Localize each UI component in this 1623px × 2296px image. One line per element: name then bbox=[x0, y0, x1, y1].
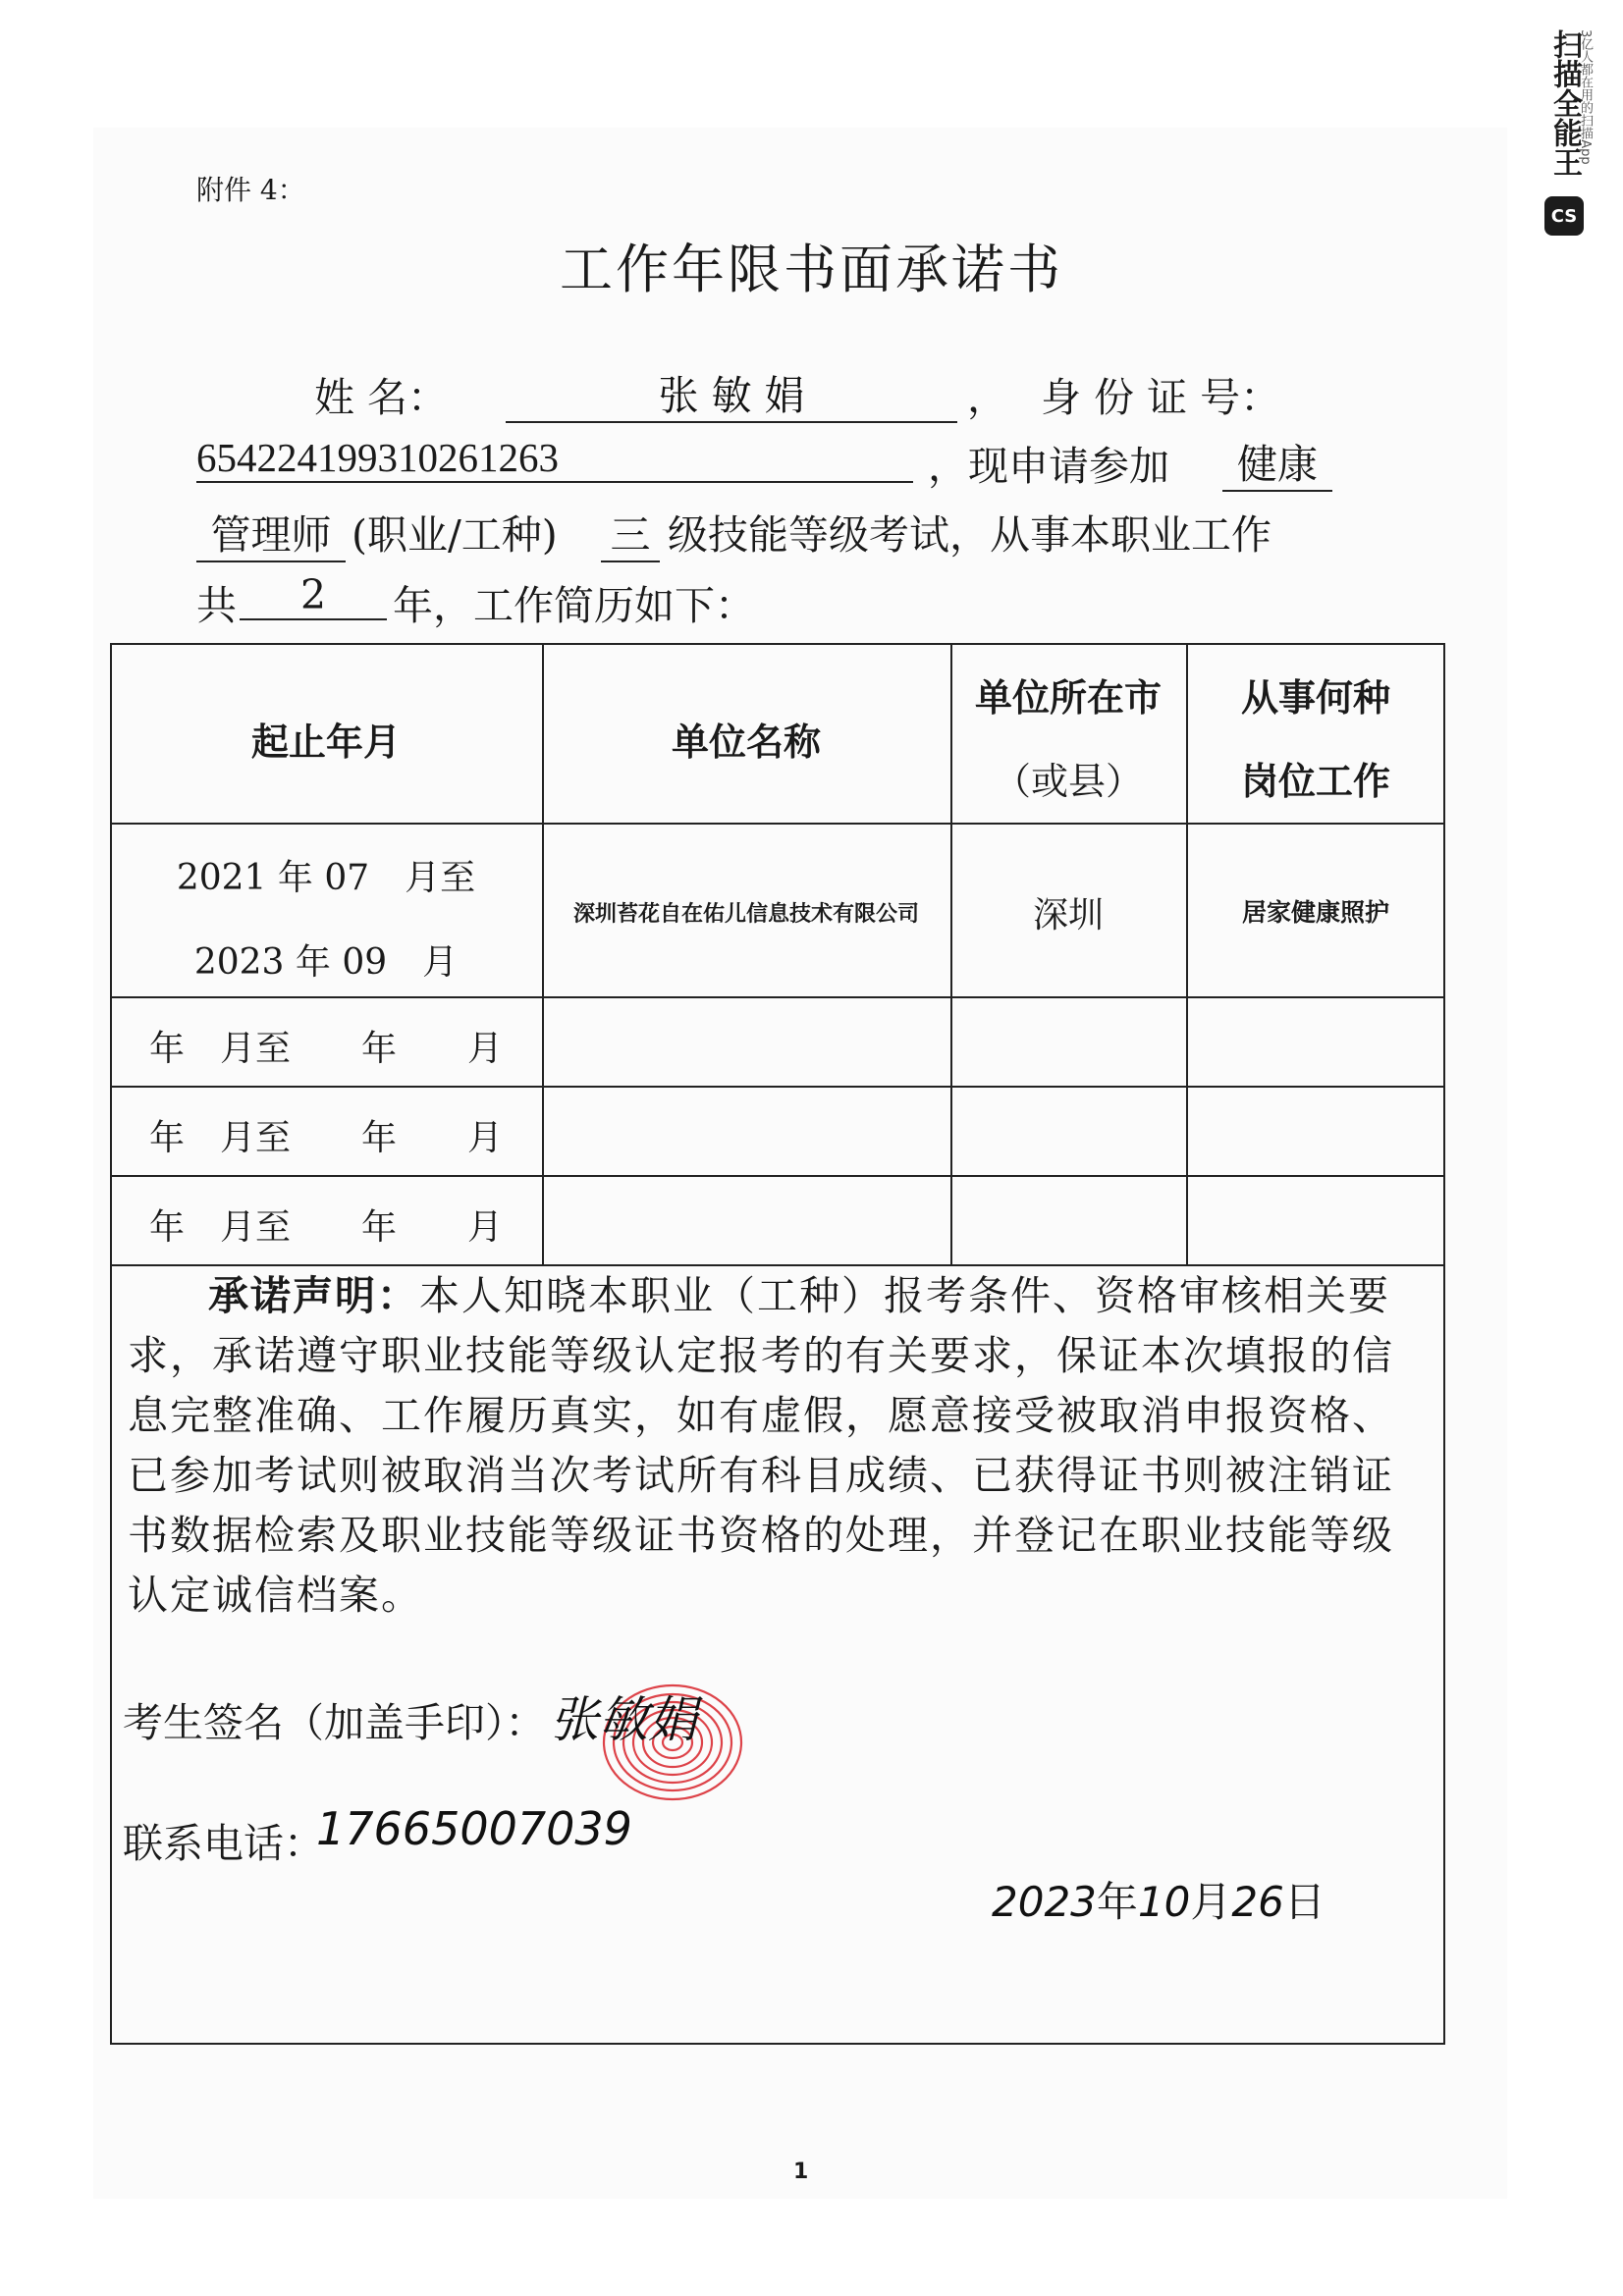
handwritten-signature: 张敏娟 bbox=[550, 1691, 697, 1748]
level-value: 三 bbox=[601, 503, 660, 562]
attachment-label: 附件 4： bbox=[196, 174, 305, 206]
years-suffix: 年，工作简历如下： bbox=[393, 582, 755, 629]
occupation-part-b: 管理师 bbox=[196, 503, 346, 562]
level-suffix: 级技能等级考试，从事本职业工作 bbox=[668, 511, 1271, 559]
phone-label: 联系电话： bbox=[123, 1820, 324, 1867]
declaration-body: 本人知晓本职业（工种）报考条件、资格审核相关要求，承诺遵守职业技能等级认定报考的有关要求，保证本次填报的信息完整准确、工作履历真实，如有虚假，愿意接受被取消申报资格、已参加考试则被取消当次考试所有科目成绩、已获得证书则被注销证书数据检索及职业技能等级证书资格的处理，并登记在职业技能等级认定诚信档案。 bbox=[128, 1272, 1394, 1619]
header-period: 起止年月 bbox=[250, 721, 401, 764]
watermark-tagline: 3亿人都在用的扫描App bbox=[1578, 29, 1593, 165]
scanner-watermark bbox=[1537, 29, 1596, 236]
years-prefix: 共 bbox=[196, 582, 237, 629]
date-day-unit: 日 bbox=[1283, 1878, 1325, 1926]
id-number-value: 654224199310261263 bbox=[196, 434, 913, 483]
signature-label: 考生签名（加盖手印）： bbox=[123, 1699, 546, 1746]
occupation-part-a: 健康 bbox=[1222, 432, 1332, 492]
row2-period: 年 月至 年 月 bbox=[148, 1029, 503, 1069]
row1-to: 2023 年 09 月 bbox=[193, 942, 459, 983]
name-label: 姓 名： bbox=[314, 374, 449, 421]
page-title: 工作年限书面承诺书 bbox=[560, 239, 1063, 300]
watermark-app-name: 扫描全能王 bbox=[1547, 29, 1582, 177]
date-line bbox=[992, 1870, 1325, 1929]
date-year-handwritten: 2023 bbox=[992, 1878, 1097, 1926]
header-city-a: 单位所在市 bbox=[974, 676, 1162, 720]
header-city-b: （或县） bbox=[993, 760, 1143, 803]
apply-text: ，现申请参加 bbox=[928, 443, 1169, 490]
table-line-v3 bbox=[1186, 643, 1188, 1264]
declaration-label: 承诺声明： bbox=[208, 1272, 419, 1319]
declaration-text bbox=[128, 1266, 1434, 1626]
id-label: 身 份 证 号： bbox=[1041, 374, 1281, 421]
occupation-suffix: (职业/工种) bbox=[352, 511, 558, 559]
row1-from: 2021 年 07 月至 bbox=[176, 858, 476, 898]
table-line-h2 bbox=[110, 996, 1445, 998]
name-value: 张 敏 娟 bbox=[506, 363, 957, 423]
row4-period: 年 月至 年 月 bbox=[148, 1207, 503, 1248]
camscanner-logo-icon: CS bbox=[1544, 196, 1584, 236]
table-line-h4 bbox=[110, 1175, 1445, 1177]
table-line-h3 bbox=[110, 1086, 1445, 1088]
row1-city: 深圳 bbox=[1032, 895, 1104, 935]
date-month-handwritten: 10 bbox=[1137, 1878, 1191, 1926]
phone-value: 17665007039 bbox=[316, 1802, 632, 1855]
date-month-unit: 月 bbox=[1190, 1878, 1232, 1926]
years-value: 2 bbox=[240, 571, 387, 620]
date-day-handwritten: 26 bbox=[1231, 1878, 1284, 1926]
header-unit: 单位名称 bbox=[671, 721, 821, 764]
header-post-b: 岗位工作 bbox=[1240, 760, 1390, 803]
date-year-unit: 年 bbox=[1096, 1878, 1138, 1926]
row3-period: 年 月至 年 月 bbox=[148, 1118, 503, 1158]
page-number: 1 bbox=[793, 2160, 809, 2184]
header-post-a: 从事何种 bbox=[1240, 676, 1390, 720]
row1-unit: 深圳苔花自在佑儿信息技术有限公司 bbox=[572, 902, 919, 927]
table-line-v2 bbox=[950, 643, 952, 1264]
comma-1: ， bbox=[967, 374, 1007, 421]
table-line-h1 bbox=[110, 823, 1445, 825]
row1-post: 居家健康照护 bbox=[1241, 898, 1389, 927]
